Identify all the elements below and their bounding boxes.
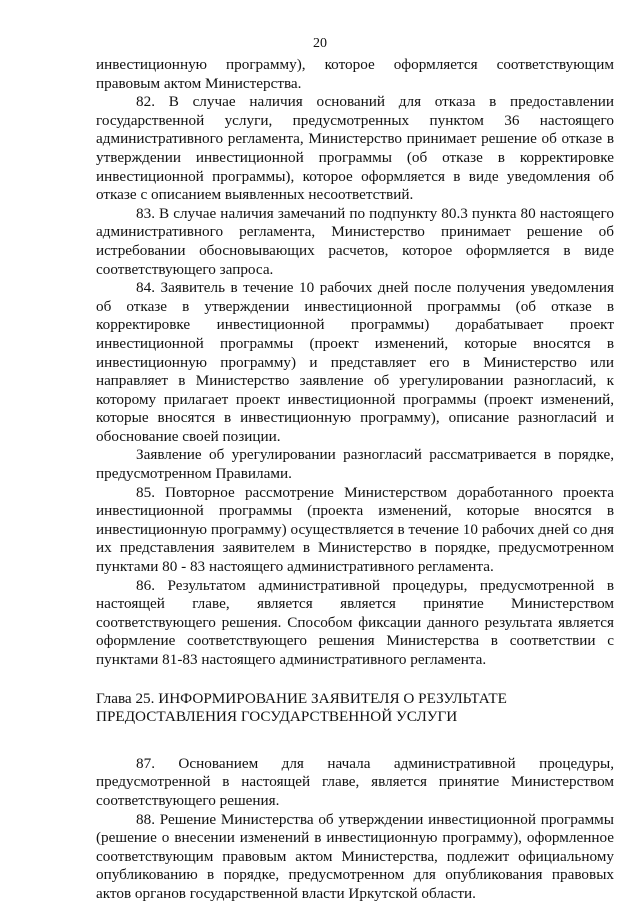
paragraph-85: 85. Повторное рассмотрение Министерством доработанного проекта инвестиционной программы (проекта изменений, которые вносятся в инвестиционную программу) осуществляется в течение 10 рабочих дней со дня их представления заявителем в Министерство в порядке, предусмотренном пунктами 80 - 83 настоящего административного регламента. — [96, 483, 614, 576]
paragraph-86: 86. Результатом административной процедуры, предусмотренной в настоящей главе, является является принятие Министерством соответствующего решения. Способом фиксации данного результата является оформление соответствующего решения Министерства в соответствии с пунктами 81-83 настоящего административного регламента. — [96, 576, 614, 668]
chapter-heading-line-2: ПРЕДОСТАВЛЕНИЯ ГОСУДАРСТВЕННОЙ УСЛУГИ — [96, 708, 458, 726]
paragraph-82: 82. В случае наличия оснований для отказа в предоставлении государственной услуги, предусмотренных пунктом 36 настоящего административного регламента, Министерство принимает решение об отказе в утверждении инвестиционной программы (об отказе в корректировке инвестиционной программы), которое оформляется в виде уведомления об отказе с описанием выявленных несоответствий. — [96, 93, 614, 204]
document-body — [96, 56, 614, 904]
chapter-heading — [96, 690, 614, 727]
page-number: 20 — [313, 36, 327, 51]
chapter-heading-line-1: Глава 25. ИНФОРМИРОВАНИЕ ЗАЯВИТЕЛЯ О РЕЗУЛЬТАТЕ — [96, 689, 507, 707]
paragraph-continuation: инвестиционную программу), которое оформляется соответствующим правовым актом Министерства. — [96, 56, 614, 92]
paragraph-88: 88. Решение Министерства об утверждении инвестиционной программы (решение о внесении изменений в инвестиционную программу), оформленное соответствующим правовым актом Министерства, подлежит официальному опубликованию в порядке, предусмотренном для опубликования правовых актов органов государственной власти Иркутской области. — [96, 810, 614, 902]
paragraph-87: 87. Основанием для начала административной процедуры, предусмотренной в настоящей главе, является принятие Министерством соответствующего решения. — [96, 754, 614, 809]
paragraph-83: 83. В случае наличия замечаний по подпункту 80.3 пункта 80 настоящего административного регламента, Министерство принимает решение об истребовании обосновывающих расчетов, которое оформляется в виде соответствующего запроса. — [96, 204, 614, 278]
paragraph-disagreement: Заявление об урегулировании разногласий рассматривается в порядке, предусмотренном Правилами. — [96, 446, 614, 483]
paragraph-84: 84. Заявитель в течение 10 рабочих дней после получения уведомления об отказе в утверждении инвестиционной программы (об отказе в корректировке инвестиционной программы) дорабатывает проект инвестиционной программы (проект изменений, которые вносятся в инвестиционную программу) и представляет его в Министерство или направляет в Министерство заявление об урегулировании разногласий, к которому прилагает проект инвестиционной программы (проект изменений, которые вносятся в инвестиционную программу), описание разногласий и обоснование своей позиции. — [96, 279, 614, 445]
